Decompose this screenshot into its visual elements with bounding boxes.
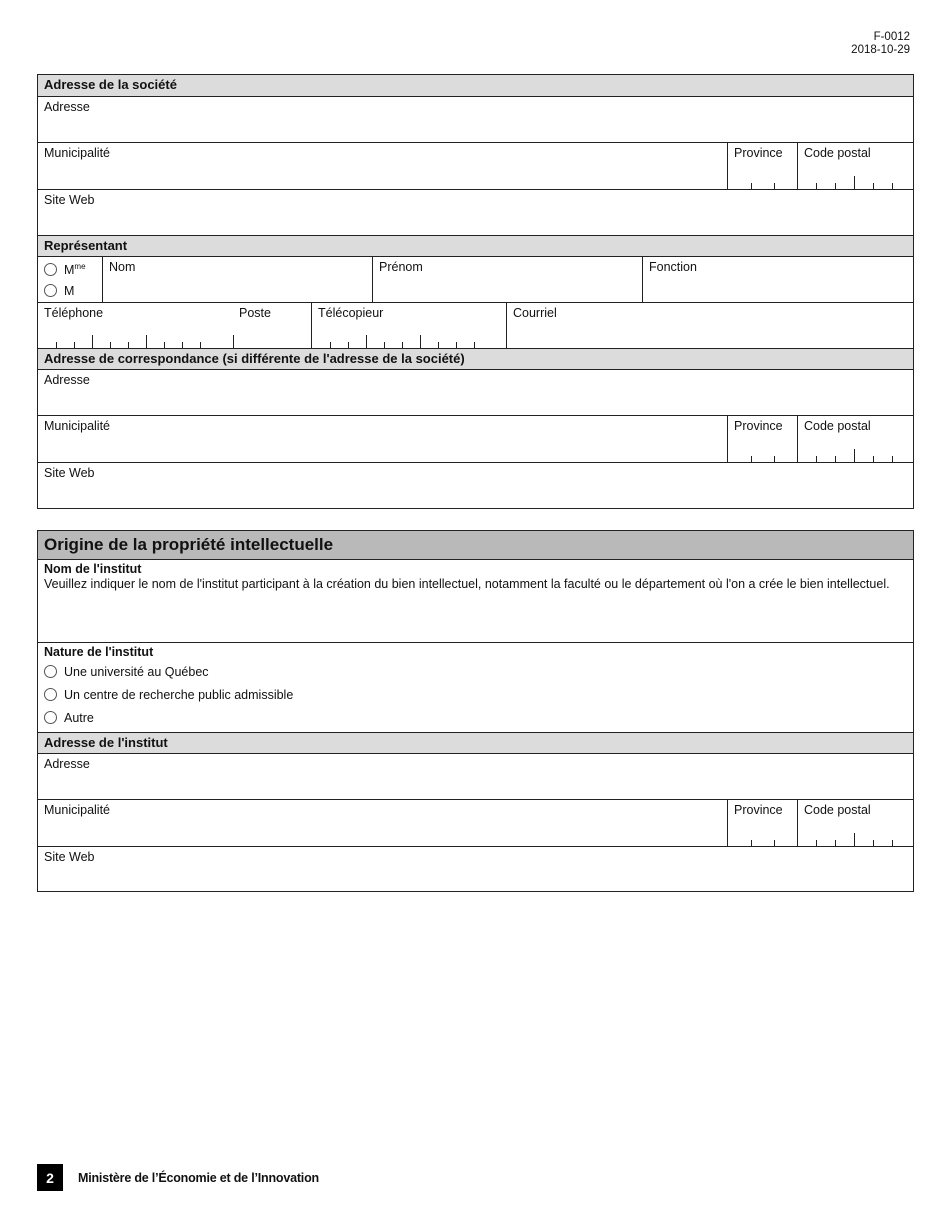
nature-option-label: Un centre de recherche public admissible [64,687,294,702]
institute-address-label: Adresse [44,757,90,771]
institute-name-row [38,559,913,642]
institute-nature-label: Nature de l'institut [44,645,154,659]
correspondence-postal-label: Code postal [804,419,871,433]
company-address-label: Adresse [44,100,90,114]
representative-contact-row [38,302,913,348]
form-date: 2018-10-29 [851,44,910,56]
company-province-label: Province [734,146,783,160]
institute-website-label: Site Web [44,850,95,864]
function-field[interactable] [642,257,913,302]
institute-city-label: Municipalité [44,803,111,817]
correspondence-city-label: Municipalité [44,419,111,433]
correspondence-address-field[interactable] [38,370,913,415]
nature-option-university[interactable] [44,660,907,683]
institute-province-label: Province [734,803,783,817]
last-name-label: Nom [109,260,136,274]
phone-field[interactable] [38,303,311,348]
province-ticks [728,448,797,462]
company-postal-field[interactable] [797,143,913,189]
radio-research-centre[interactable] [44,688,57,701]
function-label: Fonction [649,260,697,274]
institute-postal-field[interactable] [797,800,913,846]
company-website-row [38,189,913,235]
institute-website-row [38,846,913,891]
correspondence-address-row [38,369,913,415]
title-mrs-option[interactable] [44,259,96,280]
institute-nature-row [38,642,913,732]
email-field[interactable] [506,303,913,348]
correspondence-postal-field[interactable] [797,416,913,462]
institute-address-row [38,753,913,799]
form-code: F-0012 [873,31,910,43]
first-name-label: Prénom [379,260,423,274]
form-code-block [851,31,910,57]
correspondence-address-label: Adresse [44,373,90,387]
company-city-field[interactable] [38,143,727,189]
institute-address-heading: Adresse de l'institut [38,732,913,753]
correspondence-city-field[interactable] [38,416,727,462]
extension-label: Poste [239,306,271,320]
radio-mr[interactable] [44,284,57,297]
institute-province-field[interactable] [727,800,797,846]
institute-name-label: Nom de l'institut [44,562,142,576]
correspondence-heading: Adresse de correspondance (si différente de l'adresse de la société) [38,348,913,369]
company-city-row [38,142,913,189]
page-number: 2 [37,1164,63,1191]
institute-nature-group [38,643,913,732]
institute-postal-label: Code postal [804,803,871,817]
postal-ticks [798,448,913,462]
company-address-heading: Adresse de la société [38,75,913,96]
company-city-label: Municipalité [44,146,111,160]
company-website-field[interactable] [38,190,913,235]
postal-ticks [798,832,913,846]
correspondence-province-field[interactable] [727,416,797,462]
correspondence-city-row [38,415,913,462]
radio-other[interactable] [44,711,57,724]
correspondence-website-label: Site Web [44,466,95,480]
company-province-field[interactable] [727,143,797,189]
radio-university[interactable] [44,665,57,678]
phone-ticks [38,334,311,348]
page-footer [37,1164,319,1191]
fax-label: Télécopieur [318,306,384,320]
representative-heading: Représentant [38,235,913,256]
email-label: Courriel [513,306,557,320]
correspondence-website-field[interactable] [38,463,913,508]
nature-option-other[interactable] [44,706,907,729]
last-name-field[interactable] [102,257,372,302]
institute-city-row [38,799,913,846]
ministry-name: Ministère de l’Économie et de l’Innovation [78,1170,319,1185]
company-address-row [38,96,913,142]
phone-label: Téléphone [44,306,104,320]
title-mr-option[interactable] [44,280,96,301]
fax-field[interactable] [311,303,506,348]
ip-origin-section [37,530,914,892]
nature-option-label: Autre [64,710,94,725]
title-mrs-label: $M^{me}$ [64,261,86,278]
correspondence-website-row [38,462,913,508]
institute-website-field[interactable] [38,847,913,891]
institute-address-field[interactable] [38,754,913,799]
company-website-label: Site Web [44,193,95,207]
correspondence-province-label: Province [734,419,783,433]
fax-ticks [312,334,506,348]
ip-origin-heading: Origine de la propriété intellectuelle [38,531,913,559]
province-ticks [728,175,797,189]
institute-city-field[interactable] [38,800,727,846]
company-postal-label: Code postal [804,146,871,160]
company-address-field[interactable] [38,97,913,142]
postal-ticks [798,175,913,189]
province-ticks [728,832,797,846]
nature-option-label: Une université au Québec [64,664,209,679]
institute-name-help: Veuillez indiquer le nom de l'institut participant à la création du bien intellectuel, notamment la faculté ou le département où l'on a crée le bien intellectuel. [44,577,890,591]
company-section [37,74,914,509]
first-name-field[interactable] [372,257,642,302]
radio-mrs[interactable] [44,263,57,276]
title-choice [38,257,102,302]
representative-name-row [38,256,913,302]
title-mr-label: M [64,283,75,298]
nature-option-research-centre[interactable] [44,683,907,706]
institute-name-field[interactable] [38,560,913,642]
